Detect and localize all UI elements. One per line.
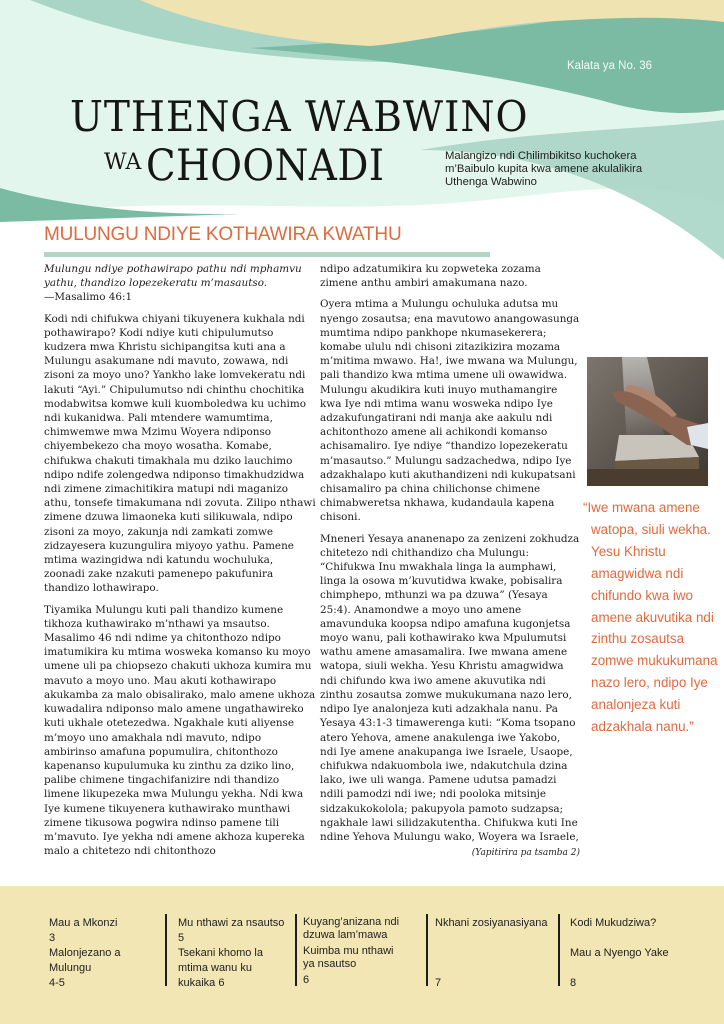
epigraph-text: Mulungu ndiye pothawirapo pathu ndi mphamvu yathu, thandizo lopezekeratu m’masautso. (44, 263, 302, 290)
toc-entry[interactable]: Mau a Nyengo Yake (570, 947, 669, 959)
masthead-title-wa: WA (104, 150, 142, 175)
paragraph: Mneneri Yesaya ananenapo za zenizeni zokhudza chitetezo ndi chithandizo cha Mulungu: “Chifukwa Inu mwakhala linga la aumphawi, linga la osowa m’kuvutidwa kwake, pobisalira chimphepo, mthunzi wa pa dzuwa” (Yesaya 25:4). Anamondwe a moyo uno amene amavunduka koopsa ndipo amafuna kugonjetsa moyo wanu, pali kothawirako kwa Mpulumutsi wathu amene amasamalira. Iwe mwana amene watopa, siuli wekha. Yesu Khristu amagwidwa ndi chifundo kwa iwo amene akuvutika ndi zinthu zosautsa zomwe mukukumana nazo lero, ndipo Iye analonjeza kuti adzakhala nanu. Pa Yesaya 43:1-3 timawerenga kuti: “Koma tsopano atero Yehova, amene anakulenga iwe Yakobo, ndi Iye amene anakupanga iwe Israele, Usaope, chifukwa ndakuombola iwe, ndakutchula dzina lako, iwe uli wanga. Pamene udutsa pamadzi ndili pamodzi ndi iwe; ndi pooloka mitsinje sidzakukokolola; pakupyola pamoto sudzapsa; ngakhale lawi silidzakutentha. Chifukwa kuti Ine ndine Yehova Mulungu wako, Woyera wa Israele, (320, 532, 580, 843)
toc-entry[interactable]: Kuyang’anizana ndi (303, 916, 400, 928)
toc-entry[interactable]: kukaika 6 (178, 977, 225, 989)
table-of-contents-footer (0, 886, 724, 1024)
masthead-title-line2: CHOONADI (146, 141, 385, 191)
toc-column (178, 916, 298, 991)
article-column-1 (44, 262, 316, 865)
epigraph (44, 262, 316, 305)
toc-page: 5 (178, 932, 185, 944)
toc-spacer (570, 961, 700, 976)
issue-number: Kalata ya No. 36 (567, 60, 653, 72)
toc-entry[interactable]: Tsekani khomo la (178, 947, 263, 959)
toc-page: 6 (303, 974, 310, 986)
epigraph-reference: —Masalimo 46:1 (44, 291, 133, 304)
paragraph: Tiyamika Mulungu kuti pali thandizo kumene tikhoza kuthawirako m’nthawi ya msautso. Masalimo 46 ndi ndime ya chitonthozo ndipo imatumikira ku mtima wosweka komanso ku moyo umene uli pa chiopsezo chakuti ukhoza kumira mu mavuto a moyo uno. Mau akuti kothawirapo akukamba za malo obisalirako, malo amene ukhoza kuwadalira ndiponso malo amene ungathawireko kuti ukhale otetezedwa. Ngakhale kuti aliyense m’moyo uno amakhala ndi mavuto, ndipo ambirinso amafuna popumulira, chitonthozo kapenanso kupulumuka ku zinthu za dziko lino, palibe chimene tingachifanizire ndi thandizo limene likupezeka mwa Mulungu yekha. Ndi kwa Iye kumene tikuyenera kuthawirako munthawi zimene tikusowa pogwira ndinso pamene tili m’mavuto. Iye yekha ndi amene akhoza kupereka malo a chitetezo ndi chitonthozo (44, 603, 316, 858)
toc-divider (426, 914, 428, 986)
continued-note: (Yapitirira pa tsamba 2) (471, 848, 580, 859)
paragraph: Kodi ndi chifukwa chiyani tikuyenera kukhala ndi pothawirapo? Kodi ndiye kuti chipulumutso kudzera mwa Khristu sichipangitsa kuti ana a Mulungu asakumane ndi mavuto, zowawa, ndi zisoni za moyo uno? Yankho lake lomvekeratu ndi lakuti “Ayi.” Chipulumutso ndi chinthu chochitika modabwitsa komwe kuli kuomboledwa ku uchimo ndi kukanidwa. Pali mtendere wamumtima, chimwemwe mwa Mzimu Woyera ndiponso chiyembekezo cha moyo wosatha. Komabe, chifukwa chakuti timakhala mu dziko lauchimo ndipo ndife zolengedwa ndiponso timakhudzidwa ndi zimene zimachitikira matupi ndi maganizo athu, tonsefe timakumana ndi zovuta. Zilipo nthawi zimene dzuwa limaoneka kuti silikuwala, ndipo zisoni za moyo, zakunja ndi zamkati zomwe zidzayesera kuzungulira miyoyo yathu. Pamene mtima wazingidwa ndi katundu wochuluka, zoonadi zake nzakuti pamenepo pakufunira thandizo lothawirapo. (44, 312, 316, 595)
pull-quote: “Iwe mwana amene watopa, siuli wekha. Yesu Khristu amagwidwa ndi chifundo kwa iwo amene akuvutika ndi zinthu zosautsa zomwe mukukumana nazo lero, ndipo Iye analonjeza kuti adzakhala nanu.” (583, 500, 718, 735)
toc-divider (295, 914, 297, 986)
toc-column (303, 916, 418, 987)
toc-divider (558, 914, 560, 986)
toc-page: 4-5 (49, 977, 65, 989)
toc-entry[interactable]: Kodi Mukudziwa? (570, 917, 657, 929)
toc-entry[interactable]: Mu nthawi za nsautso (178, 917, 285, 929)
photo-image (587, 357, 708, 486)
toc-page: 3 (49, 932, 56, 944)
toc-column (570, 916, 700, 991)
toc-entry[interactable]: Mulungu (49, 962, 92, 974)
toc-spacer (435, 931, 560, 976)
toc-entry[interactable]: Kuimba mu nthawi (303, 945, 394, 957)
toc-spacer (570, 931, 700, 946)
toc-entry[interactable]: mtima wanu ku (178, 962, 252, 974)
article-column-2 (320, 262, 580, 860)
toc-entry[interactable]: Malonjezano a (49, 947, 121, 959)
toc-divider (165, 914, 167, 986)
toc-column (49, 916, 164, 991)
praying-hands-photo (587, 357, 708, 486)
toc-page: 8 (570, 977, 577, 989)
toc-column (435, 916, 560, 991)
article-title: MULUNGU NDIYE KOTHAWIRA KWATHU (44, 224, 402, 245)
toc-entry[interactable]: ya nsautso (303, 958, 357, 970)
paragraph: ndipo adzatumikira ku zopweteka zozama zimene anthu ambiri amakumana nazo. (320, 263, 541, 290)
title-underline-rule (44, 252, 490, 257)
toc-entry[interactable]: Mau a Mkonzi (49, 917, 118, 929)
toc-entry[interactable]: Nkhani zosiyanasiyana (435, 917, 548, 929)
masthead-title-line1: UTHENGA WABWINO (70, 92, 529, 141)
masthead-tagline: Malangizo ndi Chilimbikitso kuchokera m’Baibulo kupita kwa amene akulalikira Uthenga Wabwino (445, 150, 643, 188)
toc-page: 7 (435, 977, 442, 989)
paragraph: Oyera mtima a Mulungu ochuluka adutsa mu nyengo zosautsa; ena mavutowo anangowasunga mumtima ndipo pankhope nkumasekerera; komabe ululu ndi chisoni zitazikizira mozama m’mitima mwawo. Ha!, iwe mwana wa Mulungu, pali thandizo kwa mtima umene uli owawidwa. Mulungu akudikira kuti inuyo muthamangire kwa Iye ndi mtima wanu wosweka ndipo Iye adzakufungatirani ndi manja ake aakulu ndi achitonthozo amene ali achikondi komanso achisamaliro. Iye ndiye “thandizo lopezekeratu m’masautso.” Mulungu sadzachedwa, ndipo Iye adzakhalapo kuti akuthandizeni ndi kukupatsani chisamaliro pa china chilichonse chimene chimabweretsa nkhawa, kudandaula kapena chisoni. (320, 298, 580, 524)
toc-entry[interactable]: dzuwa lam’mawa (303, 929, 388, 941)
